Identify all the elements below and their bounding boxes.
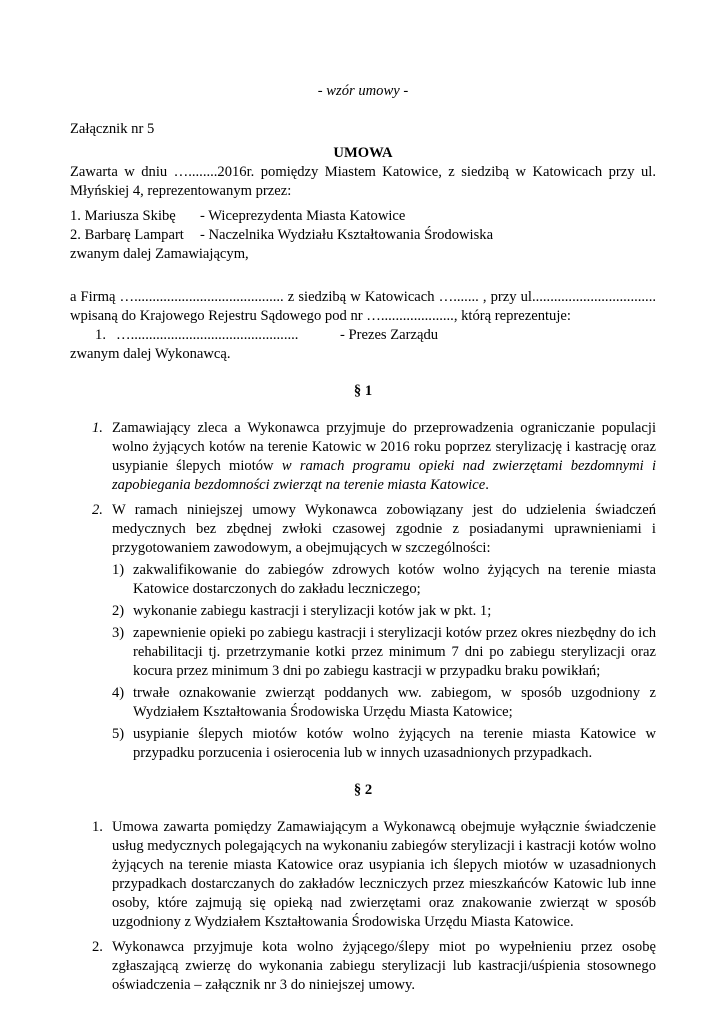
representative-row xyxy=(70,226,656,245)
contractor-rep-name: ….............................................. xyxy=(116,327,299,343)
sublist-item xyxy=(70,725,656,763)
contractor-rep-role: - Prezes Zarządu xyxy=(340,327,439,343)
subitem-text: zakwalifikowanie do zabiegów zdrowych kotów wolno żyjących na terenie miasta Katowice dostarczonych do zakładu leczniczego; xyxy=(133,562,656,597)
subitem-number: 3) xyxy=(112,625,125,641)
list-item xyxy=(70,419,656,495)
section-2-list xyxy=(70,818,656,995)
contractor-paragraph: a Firmą …......................................... z siedzibą w Katowicach …....... , przy ul.................................. wpisaną do Krajowego Rejestru Sądowego pod nr …...................., którą reprezentuje: xyxy=(70,289,656,324)
representative-role: - Naczelnika Wydziału Kształtowania Środowiska xyxy=(200,227,494,243)
item-number: 2. xyxy=(92,939,103,955)
item-text: W ramach niniejszej umowy Wykonawca zobowiązany jest do udzielenia świadczeń medycznych bez zbędnej zwłoki czasowej zgodnie z posiadanymi uprawnieniami i przygotowaniem zawodowym, a obejmujących w szczególności: xyxy=(112,502,656,556)
template-label: - wzór umowy - xyxy=(317,83,409,99)
item-text: Wykonawca przyjmuje kota wolno żyjącego/ślepy miot po wypełnieniu przez osobę zgłaszającą zwierzę do wykonania zabiegu sterylizacji lub kastracji/uśpienia stosownego oświadczenia – załącznik nr 3 do niniejszej umowy. xyxy=(112,939,656,993)
document-page xyxy=(70,82,656,995)
contractor-representative xyxy=(70,326,656,345)
wykonawca-label: zwanym dalej Wykonawcą. xyxy=(70,346,231,362)
item-text-end: . xyxy=(485,477,489,493)
list-item xyxy=(70,818,656,932)
list-item xyxy=(70,501,656,558)
sublist-item xyxy=(70,561,656,599)
subitem-number: 1) xyxy=(112,562,125,578)
item-number: 2. xyxy=(92,502,103,518)
annex-label: Załącznik nr 5 xyxy=(70,121,155,137)
item-text-italic: w ramach programu opieki nad zwierzętami bezdomnymi i zapobiegania bezdomności zwierząt na terenie miasta Katowice xyxy=(112,458,656,493)
representative-role: - Wiceprezydenta Miasta Katowice xyxy=(200,208,406,224)
subitem-text: zapewnienie opieki po zabiegu kastracji i sterylizacji kotów przez okres niezbędny do ich rehabilitacji tj. przetrzymanie kotki przez minimum 7 dni po zabiegu sterylizacji oraz kocura przez minimum 3 dni po zabiegu kastracji w przypadku braku powikłań; xyxy=(133,625,656,679)
section-2-heading: § 2 xyxy=(353,782,373,798)
section-1-heading: § 1 xyxy=(353,383,373,399)
section-1-sublist xyxy=(70,561,656,763)
item-text xyxy=(112,419,656,495)
sublist-item xyxy=(70,684,656,722)
subitem-number: 4) xyxy=(112,685,125,701)
representative-name: 2. Barbarę Lampart xyxy=(70,227,184,243)
item-text: Umowa zawarta pomiędzy Zamawiającym a Wykonawcą obejmuje wyłącznie świadczenie usług medycznych polegających na wykonaniu zabiegów sterylizacji i kastracji kotów wolno żyjących na terenie miasta Katowice oraz usypiania ich ślepych miotów w uzasadnionych przypadkach dostarczanych do zakładów leczniczych przez mieszkańców Katowic lub inne osoby, które zajmują się opieką nad zwierzętami oraz znakowanie zwierząt w sposób uzgodniony z Wydziałem Kształtowania Środowiska Urzędu Miasta Katowice. xyxy=(112,819,656,930)
sublist-item xyxy=(70,602,656,621)
subitem-text: usypianie ślepych miotów kotów wolno żyjących na terenie miasta Katowice w przypadku porzucenia i osierocenia lub w innych uzasadnionych przypadkach. xyxy=(133,726,656,761)
subitem-text: wykonanie zabiegu kastracji i sterylizacji kotów jak w pkt. 1; xyxy=(133,603,492,619)
representative-name: 1. Mariusza Skibę xyxy=(70,208,176,224)
subitem-number: 2) xyxy=(112,603,125,619)
contractor-rep-number: 1. xyxy=(95,327,106,343)
subitem-number: 5) xyxy=(112,726,125,742)
zamawiajacy-label: zwanym dalej Zamawiającym, xyxy=(70,246,249,262)
item-number: 1. xyxy=(92,819,103,835)
section-1-list xyxy=(70,419,656,558)
sublist-item xyxy=(70,624,656,681)
list-item xyxy=(70,938,656,995)
representatives-list xyxy=(70,207,656,245)
intro-paragraph: Zawarta w dniu …........2016r. pomiędzy Miastem Katowice, z siedzibą w Katowicach przy ul. Młyńskiej 4, reprezentowanym przez: xyxy=(70,164,656,199)
representative-row xyxy=(70,207,656,226)
document-title: UMOWA xyxy=(333,145,393,161)
subitem-text: trwałe oznakowanie zwierząt poddanych ww. zabiegom, w sposób uzgodniony z Wydziałem Kształtowania Środowiska Urzędu Miasta Katowice; xyxy=(133,685,656,720)
item-text-regular: Zamawiający zleca a Wykonawca przyjmuje do przeprowadzenia ograniczanie populacji wolno żyjących kotów na terenie Katowic w 2016 roku poprzez sterylizację i kastrację oraz usypianie ślepych miotów xyxy=(112,420,656,474)
item-number: 1. xyxy=(92,420,103,436)
